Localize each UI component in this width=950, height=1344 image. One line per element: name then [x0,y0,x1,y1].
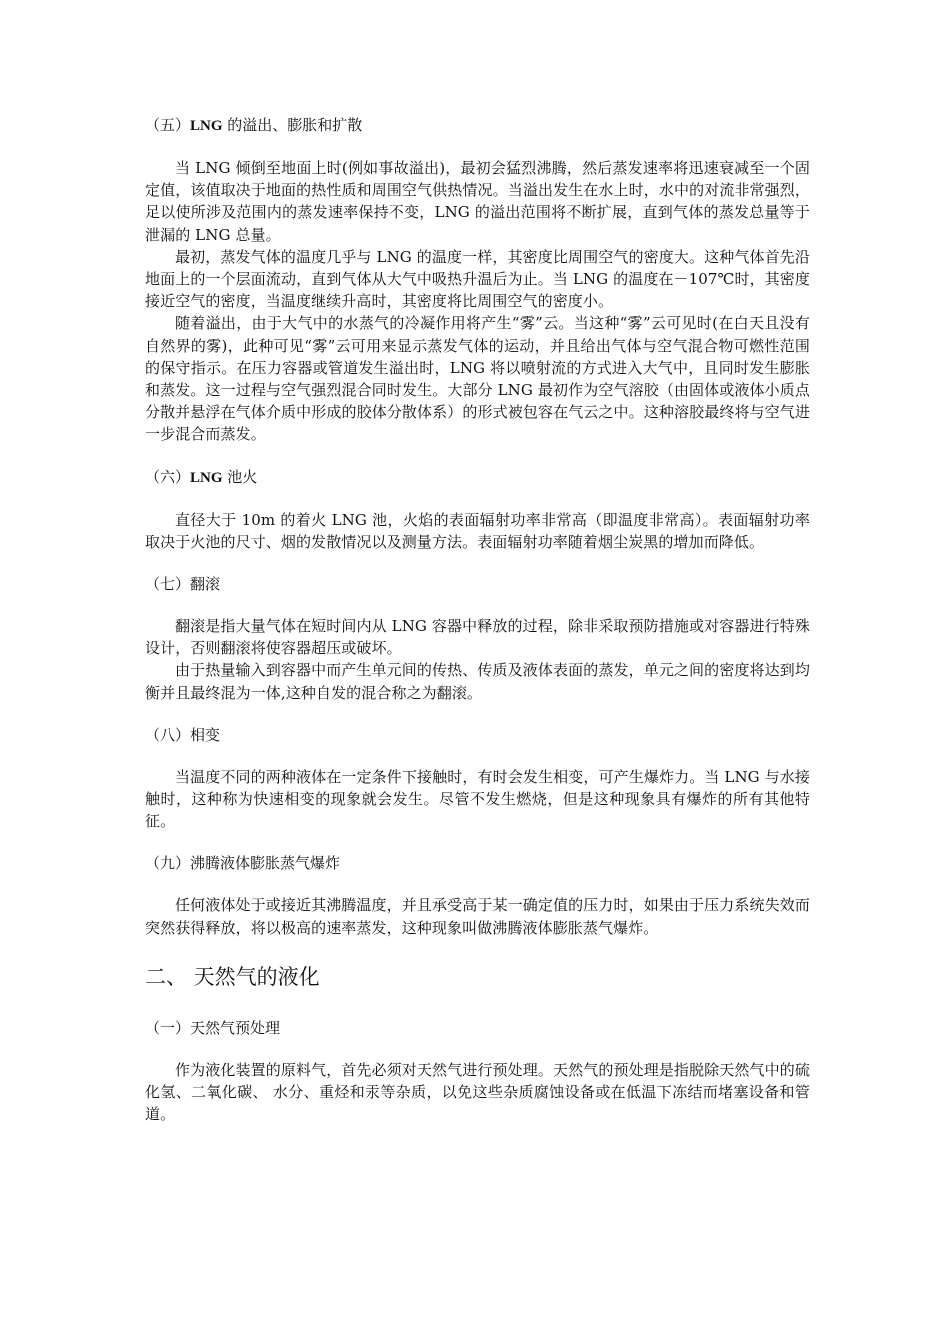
heading-prefix: （七） [145,575,191,594]
heading-title: 翻滚 [190,575,221,594]
heading-title: 沸腾液体膨胀蒸气爆炸 [190,854,341,873]
section-9 [145,852,810,938]
heading-bold: LNG [190,469,223,486]
paragraph: 任何液体处于或接近其沸腾温度，并且承受高于某一确定值的压力时，如果由于压力系统失效而突然获得释放，将以极高的速率蒸发，这种现象叫做沸腾液体膨胀蒸气爆炸。 [145,896,810,937]
section-7 [145,573,810,704]
section-heading [145,724,810,746]
heading-title: 池火 [222,467,258,486]
heading-prefix: （九） [145,854,191,873]
heading-prefix: （一） [145,1018,191,1037]
paragraph: 直径大于 10m 的着火 LNG 池，火焰的表面辐射功率非常高（即温度非常高）。表面辐射功率取决于火池的尺寸、烟的发散情况以及测量方法。表面辐射功率随着烟尘炭黑的增加而降低。 [145,510,810,551]
section-heading [145,573,810,595]
heading-bold: LNG [190,118,223,134]
heading-prefix: （六） [145,467,191,486]
section-heading [145,466,810,489]
heading-prefix: （八） [145,725,191,744]
paragraph: 翻滚是指大量气体在短时间内从 LNG 容器中释放的过程，除非采取预防措施或对容器进行特殊设计，否则翻滚将使容器超压或破坏。 [145,617,810,658]
heading-title: 天然气预处理 [190,1018,281,1037]
paragraph: 当 LNG 倾倒至地面上时(例如事故溢出)，最初会猛烈沸腾，然后蒸发速率将迅速衰减至一个固定值，该值取决于地面的热性质和周围空气供热情况。当溢出发生在水上时，水中的对流非常强烈，足以使所涉及范围内的蒸发速率保持不变，LNG 的溢出范围将不断扩展，直到气体的蒸发总量等于泄漏的 LNG 总量。 [145,159,810,244]
heading-prefix: （五） [145,116,191,134]
section-heading [145,852,810,874]
heading-title: 相变 [190,725,221,744]
paragraph: 最初，蒸发气体的温度几乎与 LNG 的温度一样，其密度比周围空气的密度大。这种气体首先沿地面上的一个层面流动，直到气体从大气中吸热升温后为止。当 LNG 的温度在－107℃时，其密度接近空气的密度，当温度继续升高时，其密度将比周围空气的密度小。 [145,247,810,311]
subsection-1 [145,1017,810,1126]
section-8 [145,724,810,833]
section-heading [145,114,810,137]
section-heading [145,1017,810,1039]
paragraph: 由于热量输入到容器中而产生单元间的传热、传质及液体表面的蒸发，单元之间的密度将达到均衡并且最终混为一体,这种自发的混合称之为翻滚。 [145,661,810,702]
paragraph: 当温度不同的两种液体在一定条件下接触时，有时会发生相变，可产生爆炸力。当 LNG 与水接触时，这种称为快速相变的现象就会发生。尽管不发生燃烧，但是这种现象具有爆炸的所有其他特征。 [145,767,810,831]
document-body [145,114,810,1125]
paragraph: 作为液化装置的原料气，首先必须对天然气进行预处理。天然气的预处理是指脱除天然气中的硫化氢、二氧化碳、 水分、重烃和汞等杂质，以免这些杂质腐蚀设备或在低温下冻结而堵塞设备和管道。 [145,1060,810,1124]
section-5 [145,114,810,446]
section-6 [145,466,810,553]
paragraph: 随着溢出，由于大气中的水蒸气的冷凝作用将产生“雾”云。当这种“雾”云可见时(在白天且没有自然界的雾)，此种可见“雾”云可用来显示蒸发气体的运动，并且给出气体与空气混合物可燃性范围的保守指示。在压力容器或管道发生溢出时，LNG 将以喷射流的方式进入大气中，且同时发生膨胀和蒸发。这一过程与空气强烈混合同时发生。大部分 LNG 最初作为空气溶胶（由固体或液体小质点分散并悬浮在气体介质中形成的胶体分散体系）的形式被包容在气云之中。这种溶胶最终将与空气进一步混合而蒸发。 [145,314,810,444]
heading-title: 的溢出、膨胀和扩散 [222,116,363,134]
chapter-title: 二、 天然气的液化 [145,964,320,989]
